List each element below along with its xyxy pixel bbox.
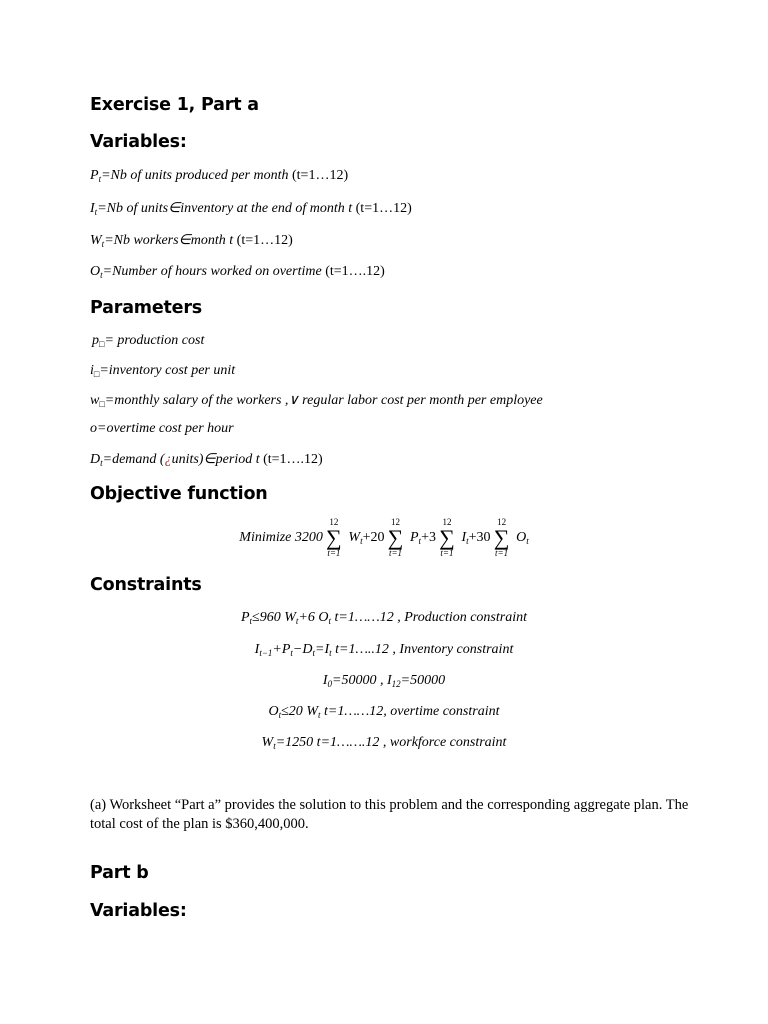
- parameter-p: $p_□=$ production cost: [92, 333, 205, 349]
- summation: 12 ∑ t=1: [493, 517, 510, 558]
- parameter-D: $D_t=demand$ (¿units)∈period t (t=1….12): [90, 452, 323, 468]
- variable-P: $P_t=Nb$ of units produced per month (t=1…12): [90, 168, 349, 184]
- objective-heading: Objective function: [90, 484, 268, 504]
- exercise-title: Exercise 1, Part a: [90, 95, 259, 115]
- solution-paragraph: (a) Worksheet “Part a” provides the solution to this problem and the corresponding aggregate plan. The total cost of the plan is $360,400,000.: [90, 797, 689, 832]
- summation: 12 ∑ t=1: [387, 517, 404, 558]
- constraint-workforce: $W_t=1250$ t=1…….12 , workforce constraint: [261, 735, 507, 751]
- parameter-i: $i_□=inventory$ cost per unit: [90, 363, 236, 379]
- parameters-heading: Parameters: [90, 298, 202, 318]
- variable-O: $O_t=Number$ of hours worked on overtime (t=1….12): [90, 264, 385, 280]
- variables-heading: Variables:: [90, 132, 187, 152]
- objective-function: Minimize 3200 12 ∑ t=1 $W_t+20$ 12 ∑ t=1 $P_t+3$ 12 ∑ t=1 $I_t+30$ 12 ∑ t=1 $O_t$: [239, 517, 529, 558]
- variable-W: $W_t=Nb$ workers∈month t (t=1…12): [90, 233, 293, 249]
- error-glyph: ¿: [164, 452, 172, 467]
- constraint-initial-final-inventory: $I_0=50000$ , $I_{12}=50000$: [322, 673, 446, 689]
- variable-I: $I_t=Nb$ of units∈inventory at the end of month t (t=1…12): [90, 201, 412, 217]
- constraint-overtime: $O_t\le 20$ $W_t$ t=1……12, overtime constraint: [268, 704, 500, 720]
- parameter-w: $w_□=monthly$ salary of the workers ,∨ regular labor cost per month per employee: [90, 393, 543, 409]
- parameter-o: o=overtime cost per hour: [90, 421, 234, 436]
- constraint-production: $P_t\le 960$ $W_t+6$ $O_t$ t=1……12 , Production constraint: [240, 610, 528, 626]
- constraints-heading: Constraints: [90, 575, 202, 595]
- partb-heading: Part b: [90, 863, 149, 883]
- constraint-inventory: $I_{t-1}+P_t-D_t=I_t$ t=1…..12 , Inventory constraint: [254, 642, 514, 658]
- variables2-heading: Variables:: [90, 901, 187, 921]
- summation: 12 ∑ t=1: [439, 517, 455, 558]
- summation: 12 ∑ t=1: [326, 517, 342, 558]
